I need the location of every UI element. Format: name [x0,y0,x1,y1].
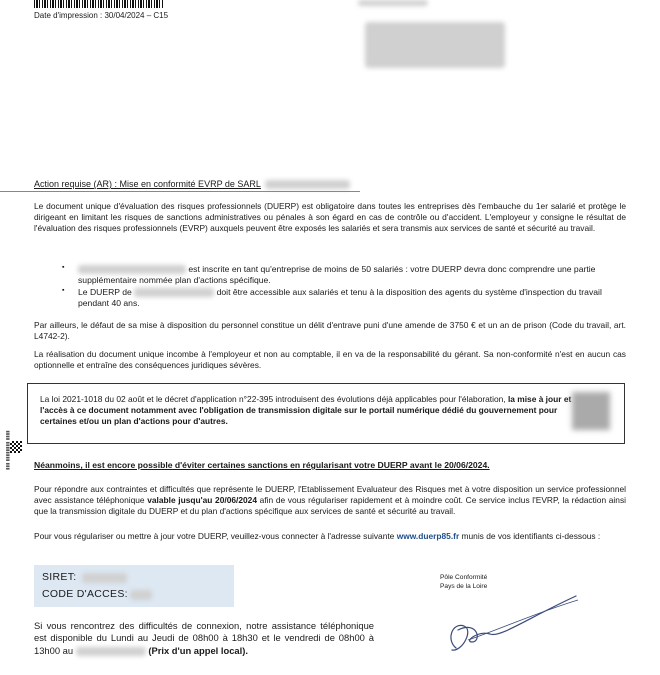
bullet-text: doit être accessible aux salariés et tenu à la disposition des agents du système d'inspection du travail pendant 40 ans. [78,287,602,308]
redacted-address-top [358,0,428,6]
signature-line2: Pays de la Loire [440,582,488,590]
redacted-company-name [265,180,350,189]
law-notice-normal: La loi 2021-1018 du 02 août et le décret d'application n°22-395 introduisent des évolutions déjà applicables pour l'élaboration, [40,394,506,404]
siret-label: SIRET: [42,570,77,583]
access-code-label: CODE D'ACCES: [42,587,128,600]
siret-line [42,569,226,586]
service-deadline: valable jusqu'au 20/06/2024 [147,494,257,505]
service-text-before: Pour répondre aux contraintes et difficultés que représente le DUERP, l'Etablissement Evaluateur des Risques met à votre disposition un service professionnel avec assistance téléphonique [34,484,626,505]
signature-line1: Pôle Conformité [440,574,488,581]
credentials-box [34,565,234,607]
penalty-paragraph: Par ailleurs, le défaut de sa mise à disposition du personnel constitue un délit d'entrave puni d'une amende de 3750 € et un an de prison (Code du travail, art. L4742-2). [34,320,626,341]
bullet-text: est inscrite en tant qu'entreprise de moins de 50 salariés : votre DUERP devra donc comprendre une partie supplémentaire nommée plan d'actions spécifique. [78,264,596,285]
redacted-company-name [134,288,214,297]
law-notice-bold: la mise à jour et l'accès à ce document notamment avec l'obligation de transmission digitale sur le portail numérique dédié du gouvernement pour certaines et/ou un plan d'actions pour d'autres. [40,394,572,426]
list-item [62,264,626,286]
responsibility-paragraph: La réalisation du document unique incombe à l'employeur et non au comptable, il en va de la responsabilité du gérant. Sa non-conformité n'est en aucun cas optionnelle et entraîne des conséquences juridiques sévères. [34,349,626,370]
connect-paragraph [34,531,626,542]
help-paragraph [34,620,374,657]
warning-line: Néanmoins, il est encore possible d'éviter certaines sanctions en régularisant votre DUERP avant le 20/06/2024. [34,460,490,470]
bullet-list [62,264,626,310]
website-link[interactable]: www.duerp85.fr [396,531,460,541]
side-reference-code: ▮▮▮ ▮▮▮▮▮▮▮▮ ▮▮▮▮ [5,430,10,470]
redacted-phone-number [76,647,146,656]
bullet-prefix: Le DUERP de [78,287,132,297]
redacted-recipient-address [365,22,505,68]
law-notice-text [40,394,574,426]
subject-text: Action requise (AR) : Mise en conformité EVRP de SARL [34,179,261,189]
help-text: Si vous rencontrez des difficultés de connexion, notre assistance téléphonique est disponible du Lundi au Jeudi de 08h00 à 18h30 et le vendredi de 08h00 à 13h00 au [34,620,374,656]
qr-code-icon [10,441,22,453]
redacted-access-code [130,590,152,600]
service-text-after: afin de vous régulariser rapidement et à moindre coût. Ce service inclus l'EVRP, la rédaction ainsi que la transmission digitale du DUERP et du plan d'actions spécifique aux services de santé et sécurité au travail. [34,494,626,516]
connect-text-after: munis de vos identifiants ci-dessous : [461,531,601,541]
subject-divider [0,191,360,192]
print-date: Date d'impression : 30/04/2024 – C15 [34,11,169,20]
access-code-line [42,586,226,603]
handwritten-signature [438,590,588,660]
barcode-icon [34,0,164,8]
help-price-note: (Prix d'un appel local). [148,644,248,656]
subject-line [34,179,350,191]
service-paragraph [34,484,626,516]
qr-code-icon [572,392,610,430]
intro-paragraph: Le document unique d'évaluation des risques professionnels (DUERP) est obligatoire dans toutes les entreprises dès l'embauche du 1er salarié et protège le dirigeant en limitant les risques de sanctions administratives ou pénales à son égard en cas de contrôle ou d'accident. L'employeur y consigne le résultat de l'évaluation des risques professionnels (EVRP) auxquels peuvent être exposés les salariés et sera transmis aux services de santé et sécurité au travail. [34,201,626,233]
redacted-siret [82,573,127,583]
law-notice-box [27,383,625,444]
connect-text-before: Pour vous régulariser ou mettre à jour votre DUERP, veuillez-vous connecter à l'adresse suivante [34,531,395,541]
list-item [62,287,626,309]
redacted-company-name [78,265,186,274]
